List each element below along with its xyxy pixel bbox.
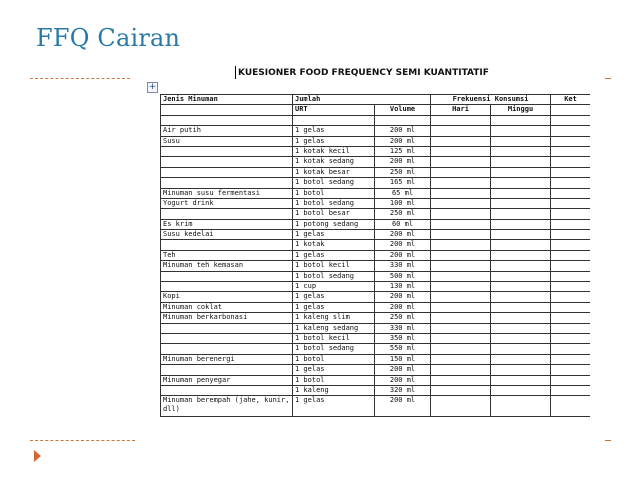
ket-cell [551, 157, 590, 167]
ket-cell [551, 209, 590, 219]
urt-cell: 1 kotak sedang [293, 157, 375, 167]
header-urt: URT [293, 105, 375, 115]
urt-cell: 1 kaleng slim [293, 313, 375, 323]
table-row [161, 333, 591, 343]
volume-cell: 320 ml [375, 385, 431, 395]
urt-cell: 1 gelas [293, 292, 375, 302]
jenis-minuman-cell [161, 333, 293, 343]
subheader-ket-blank [551, 105, 590, 115]
header-minggu: Minggu [491, 105, 551, 115]
minggu-cell [491, 157, 551, 167]
hari-cell [431, 209, 491, 219]
hari-cell [431, 354, 491, 364]
minggu-cell [491, 146, 551, 156]
volume-cell: 200 ml [375, 302, 431, 312]
table-row [161, 198, 591, 208]
hari-cell [431, 250, 491, 260]
minggu-cell [491, 230, 551, 240]
jenis-minuman-cell: Susu kedelai [161, 230, 293, 240]
urt-cell: 1 gelas [293, 230, 375, 240]
volume-cell: 350 ml [375, 333, 431, 343]
ket-cell [551, 167, 590, 177]
jenis-minuman-cell: Minuman berkarbonasi [161, 313, 293, 323]
urt-cell: 1 gelas [293, 396, 375, 417]
ket-cell [551, 271, 590, 281]
header-hari: Hari [431, 105, 491, 115]
ket-cell [551, 385, 590, 395]
hari-cell [431, 292, 491, 302]
table-row [161, 178, 591, 188]
jenis-minuman-cell: Minuman penyegar [161, 375, 293, 385]
minggu-cell [491, 219, 551, 229]
volume-cell: 330 ml [375, 323, 431, 333]
jenis-minuman-cell [161, 271, 293, 281]
minggu-cell [491, 385, 551, 395]
volume-cell: 200 ml [375, 230, 431, 240]
minggu-cell [491, 365, 551, 375]
urt-cell: 1 botol [293, 375, 375, 385]
hari-cell [431, 167, 491, 177]
volume-cell: 200 ml [375, 250, 431, 260]
ket-cell [551, 126, 590, 136]
jenis-minuman-cell: Minuman berempah (jahe, kunir, dll) [161, 396, 293, 417]
spacer-cell [551, 115, 590, 125]
volume-cell: 125 ml [375, 146, 431, 156]
minggu-cell [491, 271, 551, 281]
minggu-cell [491, 126, 551, 136]
urt-cell: 1 gelas [293, 302, 375, 312]
urt-cell: 1 kotak [293, 240, 375, 250]
volume-cell: 60 ml [375, 219, 431, 229]
table-header-row [161, 95, 591, 105]
minggu-cell [491, 292, 551, 302]
hari-cell [431, 146, 491, 156]
header-jenis-minuman: Jenis Minuman [161, 95, 293, 105]
jenis-minuman-cell [161, 323, 293, 333]
hari-cell [431, 188, 491, 198]
volume-cell: 200 ml [375, 240, 431, 250]
minggu-cell [491, 375, 551, 385]
minggu-cell [491, 344, 551, 354]
divider-top-right [605, 78, 611, 79]
minggu-cell [491, 302, 551, 312]
hari-cell [431, 375, 491, 385]
table-spacer-row [161, 115, 591, 125]
ket-cell [551, 365, 590, 375]
table-row [161, 365, 591, 375]
table-row [161, 313, 591, 323]
table-row [161, 323, 591, 333]
hari-cell [431, 323, 491, 333]
jenis-minuman-cell [161, 146, 293, 156]
header-frekuensi: Frekuensi Konsumsi [431, 95, 551, 105]
volume-cell: 150 ml [375, 354, 431, 364]
table-row [161, 354, 591, 364]
ket-cell [551, 333, 590, 343]
table-row [161, 396, 591, 417]
minggu-cell [491, 209, 551, 219]
ket-cell [551, 198, 590, 208]
jenis-minuman-cell: Minuman berenergi [161, 354, 293, 364]
minggu-cell [491, 188, 551, 198]
hari-cell [431, 333, 491, 343]
header-ket: Ket [551, 95, 590, 105]
hari-cell [431, 178, 491, 188]
jenis-minuman-cell [161, 240, 293, 250]
volume-cell: 130 ml [375, 282, 431, 292]
table-row [161, 188, 591, 198]
hari-cell [431, 282, 491, 292]
urt-cell: 1 kaleng sedang [293, 323, 375, 333]
minggu-cell [491, 282, 551, 292]
urt-cell: 1 botol [293, 354, 375, 364]
header-volume: Volume [375, 105, 431, 115]
divider-bottom-right [605, 440, 611, 441]
table-row [161, 271, 591, 281]
jenis-minuman-cell: Minuman teh kemasan [161, 261, 293, 271]
volume-cell: 200 ml [375, 375, 431, 385]
document-heading: KUESIONER FOOD FREQUENCY SEMI KUANTITATIF [238, 68, 489, 78]
hari-cell [431, 198, 491, 208]
ket-cell [551, 344, 590, 354]
volume-cell: 250 ml [375, 313, 431, 323]
header-jumlah: Jumlah [293, 95, 431, 105]
ket-cell [551, 178, 590, 188]
hari-cell [431, 157, 491, 167]
minggu-cell [491, 240, 551, 250]
jenis-minuman-cell: Yogurt drink [161, 198, 293, 208]
urt-cell: 1 potong sedang [293, 219, 375, 229]
volume-cell: 330 ml [375, 261, 431, 271]
urt-cell: 1 botol sedang [293, 198, 375, 208]
minggu-cell [491, 396, 551, 417]
urt-cell: 1 kotak besar [293, 167, 375, 177]
minggu-cell [491, 167, 551, 177]
minggu-cell [491, 178, 551, 188]
volume-cell: 500 ml [375, 271, 431, 281]
document-image [160, 62, 590, 476]
ket-cell [551, 292, 590, 302]
hari-cell [431, 219, 491, 229]
urt-cell: 1 gelas [293, 136, 375, 146]
hari-cell [431, 344, 491, 354]
table-row [161, 292, 591, 302]
minggu-cell [491, 261, 551, 271]
volume-cell: 200 ml [375, 126, 431, 136]
jenis-minuman-cell: Minuman susu fermentasi [161, 188, 293, 198]
hari-cell [431, 230, 491, 240]
jenis-minuman-cell [161, 209, 293, 219]
urt-cell: 1 botol kecil [293, 333, 375, 343]
ket-cell [551, 375, 590, 385]
jenis-minuman-cell [161, 282, 293, 292]
divider-top-left [30, 78, 130, 79]
jenis-minuman-cell [161, 385, 293, 395]
hari-cell [431, 261, 491, 271]
ket-cell [551, 282, 590, 292]
minggu-cell [491, 323, 551, 333]
hari-cell [431, 313, 491, 323]
jenis-minuman-cell [161, 157, 293, 167]
spacer-cell [161, 115, 293, 125]
table-row [161, 250, 591, 260]
table-row [161, 261, 591, 271]
volume-cell: 200 ml [375, 157, 431, 167]
urt-cell: 1 gelas [293, 250, 375, 260]
volume-cell: 65 ml [375, 188, 431, 198]
slide-title: FFQ Cairan [36, 24, 181, 52]
text-cursor [235, 66, 236, 79]
nav-arrow-icon[interactable] [34, 450, 41, 462]
minggu-cell [491, 354, 551, 364]
spacer-cell [293, 115, 375, 125]
ket-cell [551, 354, 590, 364]
urt-cell: 1 botol sedang [293, 344, 375, 354]
ket-cell [551, 261, 590, 271]
minggu-cell [491, 198, 551, 208]
table-row [161, 385, 591, 395]
volume-cell: 200 ml [375, 292, 431, 302]
hari-cell [431, 365, 491, 375]
table-row [161, 240, 591, 250]
ket-cell [551, 396, 590, 417]
urt-cell: 1 cup [293, 282, 375, 292]
ket-cell [551, 136, 590, 146]
urt-cell: 1 botol besar [293, 209, 375, 219]
minggu-cell [491, 136, 551, 146]
ket-cell [551, 146, 590, 156]
ket-cell [551, 219, 590, 229]
urt-cell: 1 botol sedang [293, 178, 375, 188]
volume-cell: 200 ml [375, 396, 431, 417]
hari-cell [431, 302, 491, 312]
urt-cell: 1 botol kecil [293, 261, 375, 271]
volume-cell: 200 ml [375, 136, 431, 146]
table-subheader-row [161, 105, 591, 115]
jenis-minuman-cell: Susu [161, 136, 293, 146]
jenis-minuman-cell [161, 167, 293, 177]
table-row [161, 219, 591, 229]
jenis-minuman-cell: Minuman coklat [161, 302, 293, 312]
table-row [161, 344, 591, 354]
urt-cell: 1 gelas [293, 365, 375, 375]
hari-cell [431, 126, 491, 136]
table-row [161, 302, 591, 312]
ket-cell [551, 230, 590, 240]
urt-cell: 1 botol sedang [293, 271, 375, 281]
volume-cell: 165 ml [375, 178, 431, 188]
spacer-cell [491, 115, 551, 125]
jenis-minuman-cell: Teh [161, 250, 293, 260]
volume-cell: 250 ml [375, 167, 431, 177]
table-row [161, 146, 591, 156]
hari-cell [431, 271, 491, 281]
table-row [161, 282, 591, 292]
minggu-cell [491, 250, 551, 260]
table-row [161, 157, 591, 167]
urt-cell: 1 kotak kecil [293, 146, 375, 156]
divider-bottom-left [30, 440, 135, 441]
jenis-minuman-cell: Kopi [161, 292, 293, 302]
urt-cell: 1 kaleng [293, 385, 375, 395]
urt-cell: 1 botol [293, 188, 375, 198]
volume-cell: 550 ml [375, 344, 431, 354]
table-row [161, 375, 591, 385]
ket-cell [551, 250, 590, 260]
jenis-minuman-cell: Es krim [161, 219, 293, 229]
hari-cell [431, 385, 491, 395]
ffq-table [160, 94, 590, 417]
volume-cell: 250 ml [375, 209, 431, 219]
hari-cell [431, 136, 491, 146]
hari-cell [431, 396, 491, 417]
table-row [161, 167, 591, 177]
urt-cell: 1 gelas [293, 126, 375, 136]
spacer-cell [431, 115, 491, 125]
ket-cell [551, 188, 590, 198]
minggu-cell [491, 333, 551, 343]
spacer-cell [375, 115, 431, 125]
table-move-handle-icon[interactable]: + [148, 82, 157, 92]
table-row [161, 209, 591, 219]
table-row [161, 126, 591, 136]
table-row [161, 230, 591, 240]
ket-cell [551, 240, 590, 250]
jenis-minuman-cell [161, 178, 293, 188]
table-row [161, 136, 591, 146]
hari-cell [431, 240, 491, 250]
jenis-minuman-cell [161, 344, 293, 354]
volume-cell: 100 ml [375, 198, 431, 208]
minggu-cell [491, 313, 551, 323]
ket-cell [551, 313, 590, 323]
ket-cell [551, 302, 590, 312]
volume-cell: 200 ml [375, 365, 431, 375]
jenis-minuman-cell [161, 365, 293, 375]
jenis-minuman-cell: Air putih [161, 126, 293, 136]
subheader-blank [161, 105, 293, 115]
ket-cell [551, 323, 590, 333]
